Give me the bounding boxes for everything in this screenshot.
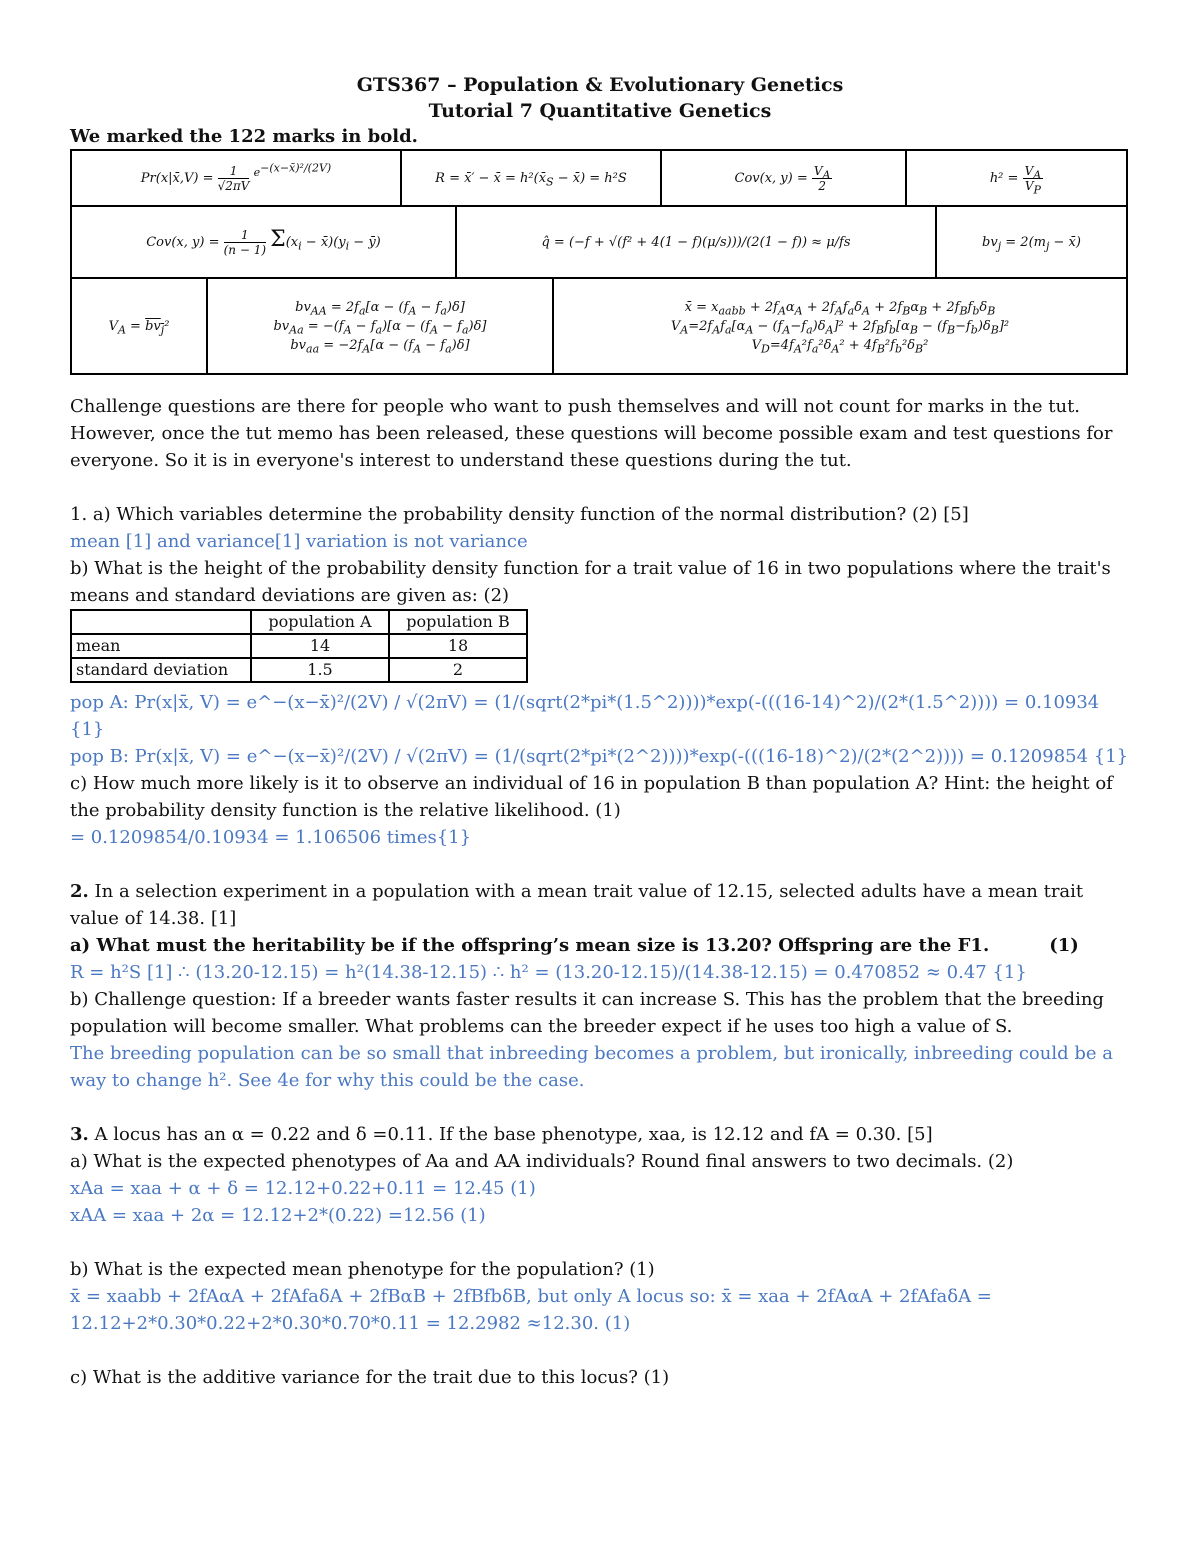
formula-cov-va: Cov(x, y) = $\frac{V_A}{2}$ — [661, 150, 906, 206]
q2a-line — [70, 932, 1130, 959]
q2b-answer: The breeding population can be so small that inbreeding becomes a problem, but ironically, inbreeding could be a way to change h². See 4e for why this could be the case. — [70, 1043, 1113, 1091]
table-cell: 1.5 — [251, 658, 389, 682]
q3b-text: b) What is the expected mean phenotype for the population? (1) — [70, 1259, 655, 1280]
table-cell: mean — [71, 634, 251, 658]
q2-intro-text: In a selection experiment in a population with a mean trait value of 12.15, selected adults have a mean trait value of 14.38. [1] — [70, 881, 1084, 929]
q2a-text: a) What must the heritability be if the offspring’s mean size is 13.20? Offspring are the F1. — [70, 935, 990, 956]
formula-breeding-values: $bv_{AA} = 2f_a[\alpha - (f_A - f_a)\delta]$ $bv_{Aa} = -(f_A - f_a)[\alpha - (f_A - f_a)\delta]$ $bv_{aa} = -2f_A[\alpha - (f_A - f_a)\delta]$ — [207, 278, 553, 374]
table-cell: 2 — [389, 658, 527, 682]
table-cell: 18 — [389, 634, 527, 658]
q3-number: 3. — [70, 1124, 89, 1145]
q2-intro — [70, 878, 1130, 932]
q3-intro — [70, 1121, 1130, 1148]
table-header-cell — [71, 610, 251, 634]
table-row — [71, 634, 527, 658]
table-cell: 14 — [251, 634, 389, 658]
q2b-text: b) Challenge question: If a breeder wants faster results it can increase S. This has the problem that the breeding population will become smaller. What problems can the breeder expect if he uses too high a value of S. — [70, 989, 1104, 1037]
q1a-text: 1. a) Which variables determine the probability density function of the normal distribution? (2) [5] — [70, 504, 969, 525]
table-cell: standard deviation — [71, 658, 251, 682]
formula-two-locus: x̄ = $x_{aabb} + 2f_A\alpha_A + 2f_Af_a\delta_A + 2f_B\alpha_B + 2f_Bf_b\delta_B$ $V_A=2f_Af_a[\alpha_A - (f_A-f_a)\delta_A]^2 + 2f_Bf_b[\alpha_B - (f_B-f_b)\delta_B]^2$ $V_D=4f_A^2f_a^2\delta_A^2 + 4f_B^2f_b^2\delta_B^2$ — [553, 278, 1127, 374]
q1b-text: b) What is the height of the probability density function for a trait value of 16 in two populations where the trait's means and standard deviations are given as: (2) — [70, 558, 1111, 606]
body-text — [70, 393, 1130, 1391]
formula-prob-density: Pr(x|x̄,V) = $\frac{1}{√2\pi V}$ $^{e^{-(x-x̄)^2/(2V)}}$ — [71, 150, 401, 206]
table-header-cell: population B — [389, 610, 527, 634]
formula-table-row-3 — [70, 277, 1128, 375]
q3a-answer-2: xAA = xaa + 2α = 12.12+2*(0.22) =12.56 (1) — [70, 1205, 486, 1226]
q3a-answer-1: xAa = xaa + α + δ = 12.12+0.22+0.11 = 12.45 (1) — [70, 1178, 536, 1199]
q3b-answer-1: x̄ = xaabb + 2fAαA + 2fAfaδA + 2fBαB + 2fBfbδB, but only A locus so: x̄ = xaa + 2fAαA + 2fAfaδA = — [70, 1286, 992, 1307]
table-header-row — [71, 610, 527, 634]
table-header-cell: population A — [251, 610, 389, 634]
title-line-1: GTS367 – Population & Evolutionary Genetics — [356, 74, 844, 96]
q1c-answer: = 0.1209854/0.10934 = 1.106506 times{1} — [70, 827, 472, 848]
q3-intro-text: A locus has an α = 0.22 and δ =0.11. If the base phenotype, xaa, is 12.12 and fA = 0.30. [5] — [94, 1124, 933, 1145]
formula-va-bv: $V_A = bv_j^2$ — [71, 278, 207, 374]
table-row — [71, 658, 527, 682]
formula-bvj: $bv_j = 2(m_j$ − x̄) — [936, 206, 1127, 278]
q1c-text: c) How much more likely is it to observe an individual of 16 in population B than population A? Hint: the height of the probability density function is the relative likelihood. (1) — [70, 773, 1113, 821]
q2-number: 2. — [70, 881, 89, 902]
q2a-answer: R = h²S [1] ∴ (13.20-12.15) = h²(14.38-12.15) ∴ h² = (13.20-12.15)/(14.38-12.15) = 0.470852 ≈ 0.47 {1} — [70, 962, 1027, 983]
q1b-answer-pop-b: pop B: Pr(x|x̄, V) = e^−(x−x̄)²/(2V) / √(2πV) = (1/(sqrt(2*pi*(2^2))))*exp(-(((16-18)^2)/(2*(2^2)))) = 0.1209854 {1} — [70, 746, 1129, 767]
q1b-answer-pop-a: pop A: Pr(x|x̄, V) = e^−(x−x̄)²/(2V) / √(2πV) = (1/(sqrt(2*pi*(1.5^2))))*exp(-(((16-14)^2)/(2*(1.5^2)))) = 0.10934 {1} — [70, 692, 1100, 740]
intro-paragraph: Challenge questions are there for people who want to push themselves and will not count for marks in the tut. However, once the tut memo has been released, these questions will become possible exam and test questions for everyone. So it is in everyone's interest to understand these questions during the tut. — [70, 396, 1113, 471]
formula-h2: h² = $\frac{V_A}{V_P}$ — [906, 150, 1127, 206]
formula-table-row-1 — [70, 149, 1128, 207]
q3a-text: a) What is the expected phenotypes of Aa and AA individuals? Round final answers to two decimals. (2) — [70, 1151, 1014, 1172]
title-line-2: Tutorial 7 Quantitative Genetics — [428, 100, 772, 122]
population-table — [70, 609, 528, 683]
formula-table-row-2 — [70, 205, 1128, 279]
formula-q-hat: q̂ = (−f + √(f² + 4(1 − f)(μ/s)))/(2(1 − f)) ≈ μ/fs — [456, 206, 936, 278]
q1a-answer: mean [1] and variance[1] variation is not variance — [70, 531, 528, 552]
formula-response: R = x̄′ − x̄ = $h^2(x̄_S$ − x̄) = h²S — [401, 150, 661, 206]
q2a-mark: (1) — [1049, 935, 1079, 956]
document-page — [70, 72, 1130, 1391]
q3b-answer-2: 12.12+2*0.30*0.22+2*0.30*0.70*0.11 = 12.2982 ≈12.30. (1) — [70, 1313, 631, 1334]
marked-note: We marked the 122 marks in bold. — [70, 126, 418, 147]
formula-cov-sum: Cov(x, y) = $\frac{1}{(n - 1)}$ $\Sigma(x_i$ − $x̄)(y_i$ − ȳ) — [71, 206, 456, 278]
q3c-text: c) What is the additive variance for the trait due to this locus? (1) — [70, 1367, 670, 1388]
